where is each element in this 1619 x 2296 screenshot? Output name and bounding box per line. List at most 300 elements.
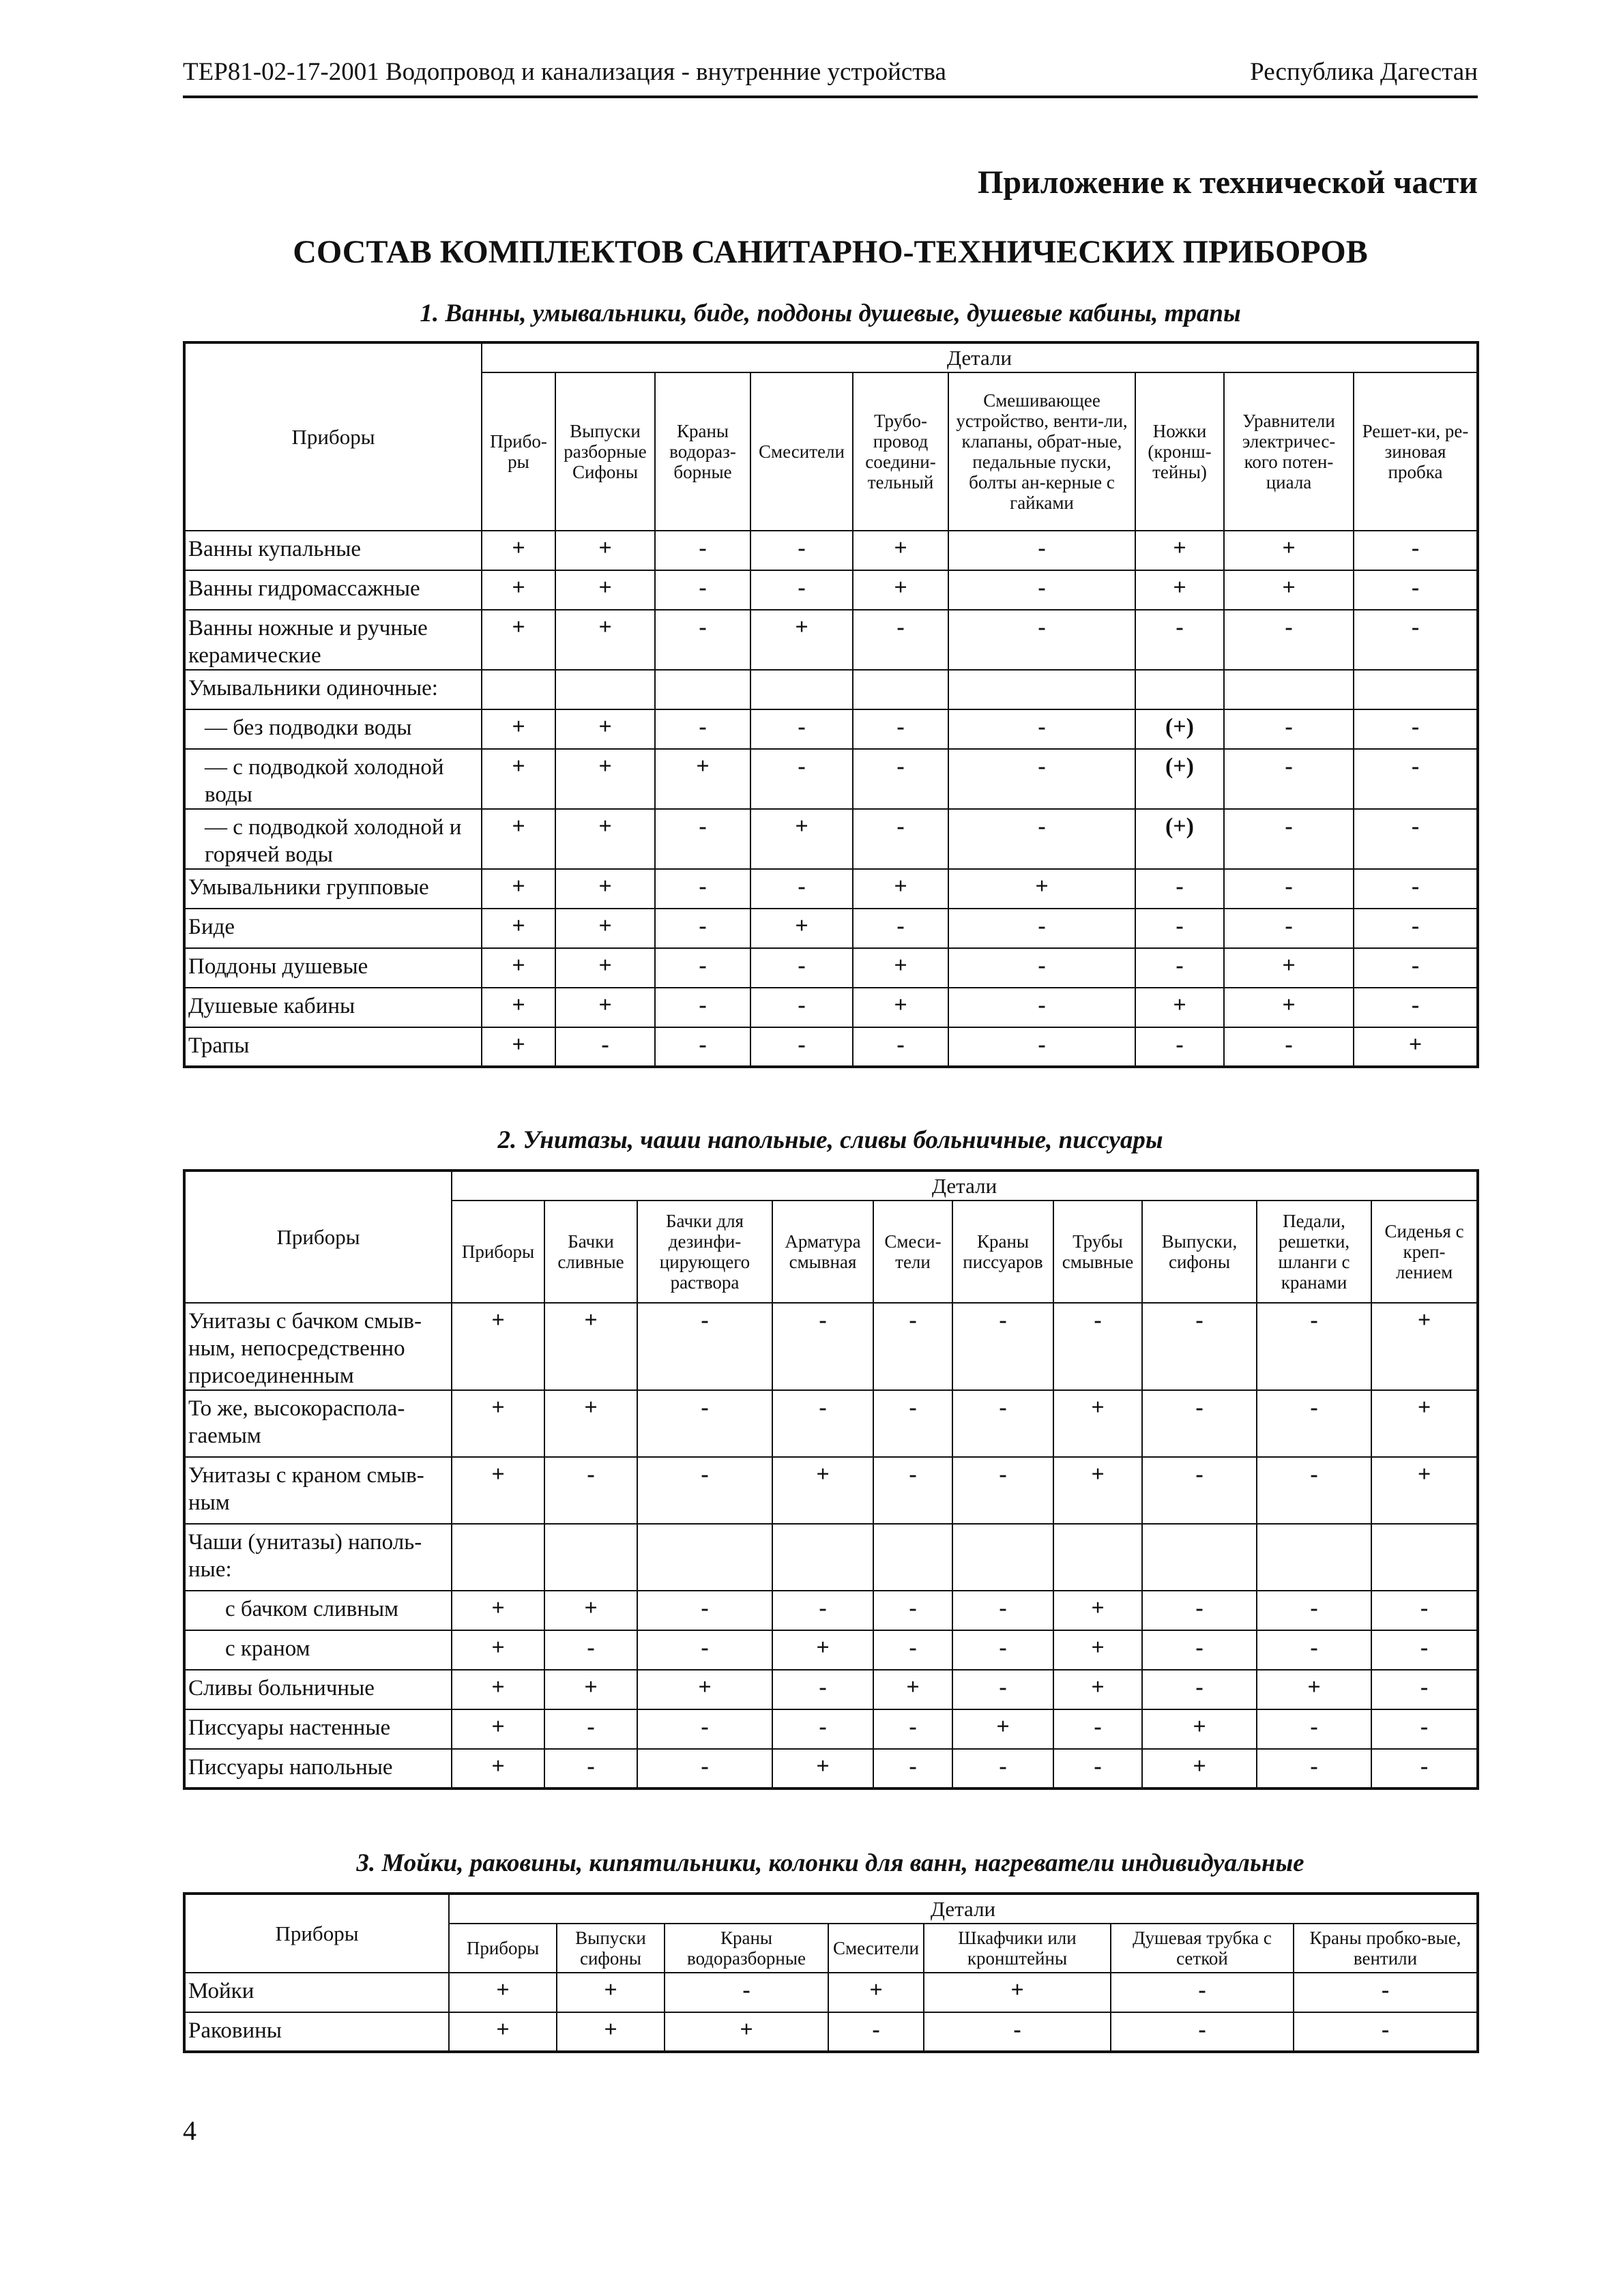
mark-cell: - [952, 1303, 1053, 1390]
column-header: Шкафчики или кронштейны [924, 1924, 1111, 1973]
device-name-cell: — с подводкой холодной воды [184, 749, 482, 809]
mark-cell: + [557, 2012, 665, 2052]
mark-cell: + [452, 1670, 544, 1709]
device-name-cell: Писсуары настенные [184, 1709, 452, 1749]
mark-cell: - [637, 1709, 772, 1749]
mark-cell: - [750, 948, 853, 988]
mark-cell [853, 670, 948, 709]
appendix-title: Приложение к технической части [978, 164, 1478, 201]
mark-cell: - [853, 709, 948, 749]
mark-cell: - [1224, 909, 1354, 948]
mark-cell: - [750, 1027, 853, 1067]
device-name-cell: Унитазы с краном смыв-ным [184, 1457, 452, 1524]
section-1-caption: 1. Ванны, умывальники, биде, поддоны душевые, душевые кабины, трапы [420, 299, 1241, 327]
mark-cell: - [544, 1457, 637, 1524]
column-header: Приборы [452, 1201, 544, 1303]
mark-cell [1053, 1524, 1142, 1591]
mark-cell: - [655, 709, 750, 749]
device-name-cell: Раковины [184, 2012, 449, 2052]
device-name-cell: Ванны купальные [184, 531, 482, 570]
table-row [184, 1749, 1478, 1789]
device-name-cell: с бачком сливным [184, 1591, 452, 1630]
mark-cell: - [750, 531, 853, 570]
mark-cell: - [948, 570, 1135, 610]
column-header: Смеси-тели [873, 1201, 952, 1303]
mark-cell: + [772, 1630, 873, 1670]
table-row [184, 1524, 1478, 1591]
mark-cell: - [655, 988, 750, 1027]
mark-cell: + [555, 610, 655, 670]
mark-cell: - [655, 869, 750, 909]
mark-cell: - [1135, 909, 1224, 948]
mark-cell: + [482, 988, 555, 1027]
table-row [184, 809, 1478, 869]
device-name-cell: Умывальники одиночные: [184, 670, 482, 709]
mark-cell: + [952, 1709, 1053, 1749]
mark-cell: - [924, 2012, 1111, 2052]
mark-cell: - [1354, 610, 1478, 670]
mark-cell: + [555, 709, 655, 749]
mark-cell: - [772, 1709, 873, 1749]
mark-cell: - [1053, 1749, 1142, 1789]
mark-cell: + [482, 809, 555, 869]
mark-cell [555, 670, 655, 709]
mark-cell: - [1142, 1390, 1257, 1457]
mark-cell: - [873, 1749, 952, 1789]
mark-cell: + [555, 988, 655, 1027]
mark-cell: + [555, 948, 655, 988]
mark-cell: + [482, 869, 555, 909]
column-header: Арматура смывная [772, 1201, 873, 1303]
mark-cell: - [952, 1630, 1053, 1670]
mark-cell: + [1224, 531, 1354, 570]
mark-cell: - [873, 1630, 952, 1670]
table-row [184, 1709, 1478, 1749]
mark-cell: + [1224, 570, 1354, 610]
mark-cell: - [1111, 2012, 1294, 2052]
section-3-caption: 3. Мойки, раковины, кипятильники, колонки для ванн, нагреватели индивидуальные [356, 1849, 1304, 1877]
mark-cell: + [544, 1390, 637, 1457]
mark-cell: + [555, 869, 655, 909]
table-row [184, 948, 1478, 988]
device-name-cell: То же, высокораспола-гаемым [184, 1390, 452, 1457]
device-name-cell: Ванны ножные и ручные керамические [184, 610, 482, 670]
mark-cell: - [772, 1303, 873, 1390]
mark-cell: + [1135, 570, 1224, 610]
mark-cell: + [544, 1591, 637, 1630]
mark-cell: - [637, 1457, 772, 1524]
mark-cell: (+) [1135, 709, 1224, 749]
mark-cell: - [555, 1027, 655, 1067]
mark-cell: + [555, 531, 655, 570]
device-name-cell: с краном [184, 1630, 452, 1670]
table-row [184, 1630, 1478, 1670]
mark-cell: - [1354, 869, 1478, 909]
mark-cell: + [853, 948, 948, 988]
device-name-cell: Биде [184, 909, 482, 948]
mark-cell: - [655, 570, 750, 610]
mark-cell: + [853, 531, 948, 570]
mark-cell: - [544, 1749, 637, 1789]
mark-cell: + [873, 1670, 952, 1709]
mark-cell: - [750, 570, 853, 610]
device-name-cell: Писсуары напольные [184, 1749, 452, 1789]
mark-cell [1135, 670, 1224, 709]
device-name-cell: Чаши (унитазы) наполь-ные: [184, 1524, 452, 1591]
mark-cell: - [873, 1591, 952, 1630]
mark-cell: - [1371, 1670, 1478, 1709]
table-row [184, 1973, 1478, 2012]
column-header: Бачки для дезинфи-цирующего раствора [637, 1201, 772, 1303]
mark-cell: + [853, 570, 948, 610]
mark-cell: - [948, 709, 1135, 749]
device-name-cell: — без подводки воды [184, 709, 482, 749]
mark-cell: - [655, 948, 750, 988]
device-name-cell: Поддоны душевые [184, 948, 482, 988]
mark-cell: - [873, 1709, 952, 1749]
table-row [184, 1591, 1478, 1630]
mark-cell: + [1053, 1591, 1142, 1630]
mark-cell: - [750, 988, 853, 1027]
table-row [184, 531, 1478, 570]
mark-cell [482, 670, 555, 709]
column-header: Выпуски, сифоны [1142, 1201, 1257, 1303]
mark-cell: - [1257, 1709, 1371, 1749]
mark-cell: - [1224, 1027, 1354, 1067]
mark-cell: - [1135, 869, 1224, 909]
mark-cell: - [750, 869, 853, 909]
mark-cell: + [555, 809, 655, 869]
column-header: Уравнители электричес-кого потен-циала [1224, 372, 1354, 531]
mark-cell: - [1142, 1303, 1257, 1390]
mark-cell: + [1142, 1709, 1257, 1749]
mark-cell: - [1354, 749, 1478, 809]
mark-cell: - [1053, 1303, 1142, 1390]
mark-cell: - [1354, 709, 1478, 749]
mark-cell: - [1371, 1709, 1478, 1749]
table-row [184, 869, 1478, 909]
mark-cell: - [873, 1303, 952, 1390]
mark-cell: + [482, 1027, 555, 1067]
device-name-cell: — с подводкой холодной и горячей воды [184, 809, 482, 869]
mark-cell [655, 670, 750, 709]
mark-cell: - [1224, 869, 1354, 909]
mark-cell: - [1257, 1457, 1371, 1524]
device-name-cell: Ванны гидромассажные [184, 570, 482, 610]
mark-cell: - [1294, 1973, 1478, 2012]
mark-cell: - [1142, 1630, 1257, 1670]
mark-cell: - [952, 1749, 1053, 1789]
mark-cell: + [655, 749, 750, 809]
table-row [184, 988, 1478, 1027]
mark-cell: - [952, 1457, 1053, 1524]
device-name-cell: Душевые кабины [184, 988, 482, 1027]
mark-cell: - [948, 948, 1135, 988]
group-header-cell: Детали [452, 1171, 1478, 1201]
mark-cell: + [482, 749, 555, 809]
mark-cell: + [1371, 1390, 1478, 1457]
mark-cell: - [1135, 1027, 1224, 1067]
device-name-cell: Унитазы с бачком смыв-ным, непосредственно присоединенным [184, 1303, 452, 1390]
mark-cell: - [948, 610, 1135, 670]
mark-cell [873, 1524, 952, 1591]
mark-cell: + [555, 570, 655, 610]
mark-cell: + [557, 1973, 665, 2012]
table-2-toilets [183, 1169, 1479, 1790]
mark-cell: - [1135, 948, 1224, 988]
mark-cell [1224, 670, 1354, 709]
mark-cell: - [772, 1670, 873, 1709]
mark-cell: + [1053, 1390, 1142, 1457]
mark-cell: - [1142, 1670, 1257, 1709]
mark-cell: - [1257, 1390, 1371, 1457]
mark-cell: - [952, 1390, 1053, 1457]
mark-cell: - [1224, 610, 1354, 670]
mark-cell [452, 1524, 544, 1591]
section-2-caption: 2. Унитазы, чаши напольные, сливы больничные, писсуары [497, 1126, 1163, 1154]
mark-cell: + [665, 2012, 828, 2052]
column-header: Смешивающее устройство, венти-ли, клапаны, обрат-ные, педальные пуски, болты ан-керные с гайками [948, 372, 1135, 531]
column-header: Приборы [449, 1924, 557, 1973]
mark-cell: - [655, 610, 750, 670]
table-row [184, 2012, 1478, 2052]
mark-cell: - [544, 1709, 637, 1749]
mark-cell: + [1371, 1457, 1478, 1524]
table-row [184, 610, 1478, 670]
mark-cell: - [948, 909, 1135, 948]
mark-cell: + [1224, 988, 1354, 1027]
column-header: Решет-ки, ре-зиновая пробка [1354, 372, 1478, 531]
mark-cell: - [1371, 1591, 1478, 1630]
column-header: Душевая трубка с сеткой [1111, 1924, 1294, 1973]
mark-cell: + [544, 1670, 637, 1709]
column-header: Смесители [750, 372, 853, 531]
mark-cell: - [750, 749, 853, 809]
mark-cell [772, 1524, 873, 1591]
column-header: Трубы смывные [1053, 1201, 1142, 1303]
column-header: Краны водоразборные [665, 1924, 828, 1973]
mark-cell: + [544, 1303, 637, 1390]
device-name-cell: Мойки [184, 1973, 449, 2012]
mark-cell: - [1257, 1303, 1371, 1390]
mark-cell: - [772, 1591, 873, 1630]
mark-cell: + [853, 869, 948, 909]
mark-cell [1257, 1524, 1371, 1591]
mark-cell: + [482, 570, 555, 610]
mark-cell: + [452, 1390, 544, 1457]
mark-cell: + [772, 1457, 873, 1524]
mark-cell: + [750, 809, 853, 869]
column-header: Краны водораз-борные [655, 372, 750, 531]
mark-cell: - [1257, 1749, 1371, 1789]
mark-cell: - [948, 988, 1135, 1027]
main-title: СОСТАВ КОМПЛЕКТОВ САНИТАРНО-ТЕХНИЧЕСКИХ ПРИБОРОВ [293, 234, 1368, 270]
mark-cell: + [452, 1749, 544, 1789]
mark-cell [750, 670, 853, 709]
page-number: 4 [183, 2115, 196, 2146]
mark-cell [1354, 670, 1478, 709]
mark-cell: - [1371, 1630, 1478, 1670]
row-header-cell: Приборы [184, 1171, 452, 1303]
mark-cell: + [1224, 948, 1354, 988]
mark-cell: - [1354, 570, 1478, 610]
mark-cell: - [655, 809, 750, 869]
mark-cell: + [924, 1973, 1111, 2012]
mark-cell: + [1053, 1457, 1142, 1524]
mark-cell: - [853, 809, 948, 869]
mark-cell: + [1142, 1749, 1257, 1789]
mark-cell: - [873, 1457, 952, 1524]
mark-cell: (+) [1135, 809, 1224, 869]
mark-cell: + [1354, 1027, 1478, 1067]
mark-cell: + [1257, 1670, 1371, 1709]
mark-cell: + [452, 1630, 544, 1670]
mark-cell: + [482, 909, 555, 948]
mark-cell: - [853, 610, 948, 670]
group-header-cell: Детали [449, 1894, 1478, 1924]
mark-cell: - [952, 1591, 1053, 1630]
mark-cell: - [1354, 809, 1478, 869]
column-header: Прибо-ры [482, 372, 555, 531]
column-header: Бачки сливные [544, 1201, 637, 1303]
mark-cell: - [1135, 610, 1224, 670]
mark-cell: - [637, 1630, 772, 1670]
mark-cell: - [853, 909, 948, 948]
mark-cell: + [555, 909, 655, 948]
row-header-cell: Приборы [184, 342, 482, 531]
column-header: Ножки (кронш-тейны) [1135, 372, 1224, 531]
table-row [184, 1390, 1478, 1457]
mark-cell: - [948, 809, 1135, 869]
mark-cell: - [1111, 1973, 1294, 2012]
mark-cell: - [1354, 531, 1478, 570]
mark-cell: - [637, 1591, 772, 1630]
device-name-cell: Трапы [184, 1027, 482, 1067]
device-name-cell: Умывальники групповые [184, 869, 482, 909]
row-header-cell: Приборы [184, 1894, 449, 1973]
mark-cell: - [1371, 1749, 1478, 1789]
mark-cell: - [544, 1630, 637, 1670]
mark-cell: - [665, 1973, 828, 2012]
mark-cell: + [637, 1670, 772, 1709]
mark-cell: - [853, 1027, 948, 1067]
mark-cell: - [1053, 1709, 1142, 1749]
table-row [184, 670, 1478, 709]
mark-cell: + [482, 948, 555, 988]
mark-cell: + [449, 1973, 557, 2012]
mark-cell: - [1294, 2012, 1478, 2052]
mark-cell: - [1224, 749, 1354, 809]
column-header: Педали, решетки, шланги с кранами [1257, 1201, 1371, 1303]
mark-cell: + [452, 1457, 544, 1524]
mark-cell: - [948, 1027, 1135, 1067]
column-header: Смесители [828, 1924, 924, 1973]
mark-cell: + [1371, 1303, 1478, 1390]
mark-cell: - [853, 749, 948, 809]
table-row [184, 1027, 1478, 1067]
table-row [184, 909, 1478, 948]
table-row [184, 570, 1478, 610]
column-header: Выпуски разборные Сифоны [555, 372, 655, 531]
mark-cell: + [449, 2012, 557, 2052]
mark-cell: - [637, 1390, 772, 1457]
table-3-sinks [183, 1892, 1479, 2053]
mark-cell [544, 1524, 637, 1591]
mark-cell [952, 1524, 1053, 1591]
table-row [184, 1670, 1478, 1709]
mark-cell: - [637, 1303, 772, 1390]
running-header [183, 57, 1478, 98]
mark-cell: + [482, 610, 555, 670]
mark-cell: + [452, 1709, 544, 1749]
mark-cell [637, 1524, 772, 1591]
header-right: Республика Дагестан [1250, 58, 1478, 86]
column-header: Трубо-провод соедини-тельный [853, 372, 948, 531]
mark-cell: (+) [1135, 749, 1224, 809]
mark-cell: + [452, 1591, 544, 1630]
column-header: Сиденья с креп-лением [1371, 1201, 1478, 1303]
mark-cell: - [1257, 1630, 1371, 1670]
mark-cell: - [655, 909, 750, 948]
mark-cell: + [828, 1973, 924, 2012]
mark-cell [1142, 1524, 1257, 1591]
mark-cell: + [482, 531, 555, 570]
column-header: Выпуски сифоны [557, 1924, 665, 1973]
mark-cell: + [482, 709, 555, 749]
mark-cell: - [828, 2012, 924, 2052]
mark-cell: - [1224, 809, 1354, 869]
mark-cell: + [1135, 988, 1224, 1027]
mark-cell: - [948, 531, 1135, 570]
mark-cell: - [1354, 988, 1478, 1027]
mark-cell: - [873, 1390, 952, 1457]
mark-cell: - [1224, 709, 1354, 749]
mark-cell: - [750, 709, 853, 749]
column-header: Краны пробко-вые, вентили [1294, 1924, 1478, 1973]
mark-cell: - [637, 1749, 772, 1789]
mark-cell: + [853, 988, 948, 1027]
mark-cell: - [1142, 1591, 1257, 1630]
mark-cell: - [655, 1027, 750, 1067]
mark-cell: - [948, 749, 1135, 809]
column-header: Краны писсуаров [952, 1201, 1053, 1303]
table-row [184, 1457, 1478, 1524]
table-row [184, 749, 1478, 809]
mark-cell: - [1142, 1457, 1257, 1524]
table-1-baths [183, 341, 1479, 1068]
mark-cell: - [655, 531, 750, 570]
mark-cell: + [1053, 1630, 1142, 1670]
mark-cell [948, 670, 1135, 709]
group-header-cell: Детали [482, 342, 1478, 372]
mark-cell: + [750, 909, 853, 948]
mark-cell: + [772, 1749, 873, 1789]
mark-cell: - [1354, 909, 1478, 948]
mark-cell: + [1135, 531, 1224, 570]
device-name-cell: Сливы больничные [184, 1670, 452, 1709]
mark-cell: - [772, 1390, 873, 1457]
mark-cell: + [1053, 1670, 1142, 1709]
mark-cell: + [452, 1303, 544, 1390]
mark-cell [1371, 1524, 1478, 1591]
mark-cell: + [948, 869, 1135, 909]
mark-cell: - [952, 1670, 1053, 1709]
mark-cell: - [1257, 1591, 1371, 1630]
mark-cell: + [750, 610, 853, 670]
table-row [184, 709, 1478, 749]
mark-cell: - [1354, 948, 1478, 988]
header-left: ТЕР81-02-17-2001 Водопровод и канализация - внутренние устройства [183, 58, 946, 86]
